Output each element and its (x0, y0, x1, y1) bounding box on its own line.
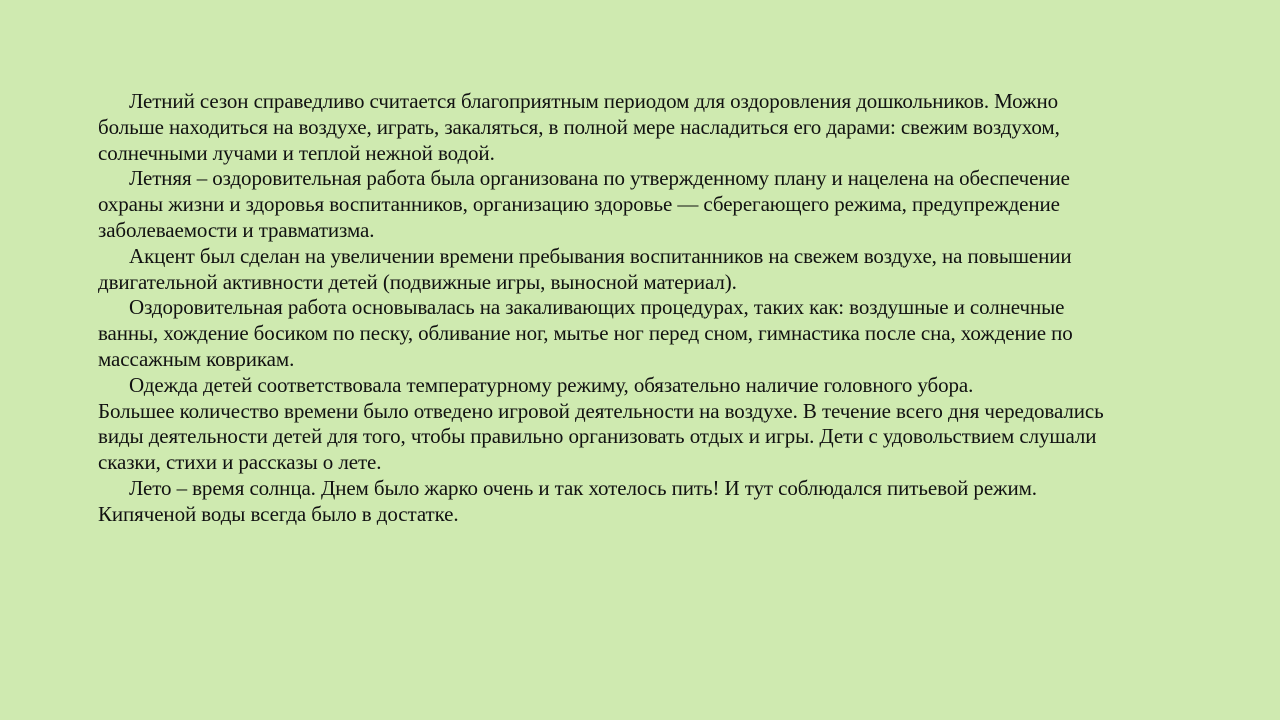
slide-text-block (98, 89, 1108, 528)
paragraph-health-work: Летняя – оздоровительная работа была организована по утвержденному плану и нацелена на обеспечение охраны жизни и здоровья воспитанников, организацию здоровье — сберегающего режима, предупреждение заболеваемости и травматизма. (98, 166, 1070, 242)
paragraph-children-clothing: Одежда детей соответствовала температурному режиму, обязательно наличие головного убора. (129, 372, 974, 397)
paragraph-summer-season: Летний сезон справедливо считается благоприятным периодом для оздоровления дошкольников. Можно больше находиться на воздухе, играть, закаляться, в полной мере насладиться его дарами: свежим воздухом, солнечными лучами и теплой нежной водой. (98, 89, 1060, 165)
paragraph-hardening-procedures: Оздоровительная работа основывалась на закаливающих процедурах, таких как: воздушные и солнечные ванны, хождение босиком по песку, обливание ног, мытье ног перед сном, гимнастика после сна, хождение по массажным коврикам. (98, 295, 1073, 371)
paragraph-fresh-air-emphasis: Акцент был сделан на увеличении времени пребывания воспитанников на свежем воздухе, на повышении двигательной активности детей (подвижные игры, выносной материал). (98, 243, 1072, 294)
paragraph-outdoor-play: Большее количество времени было отведено игровой деятельности на воздухе. В течение всего дня чередовались виды деятельности детей для того, чтобы правильно организовать отдых и игры. Дети с удовольствием слушали сказки, стихи и рассказы о лете. (98, 398, 1104, 475)
paragraph-drinking-regime: Лето – время солнца. Днем было жарко очень и так хотелось пить! И тут соблюдался питьевой режим. Кипяченой воды всегда было в достатке. (98, 475, 1037, 526)
